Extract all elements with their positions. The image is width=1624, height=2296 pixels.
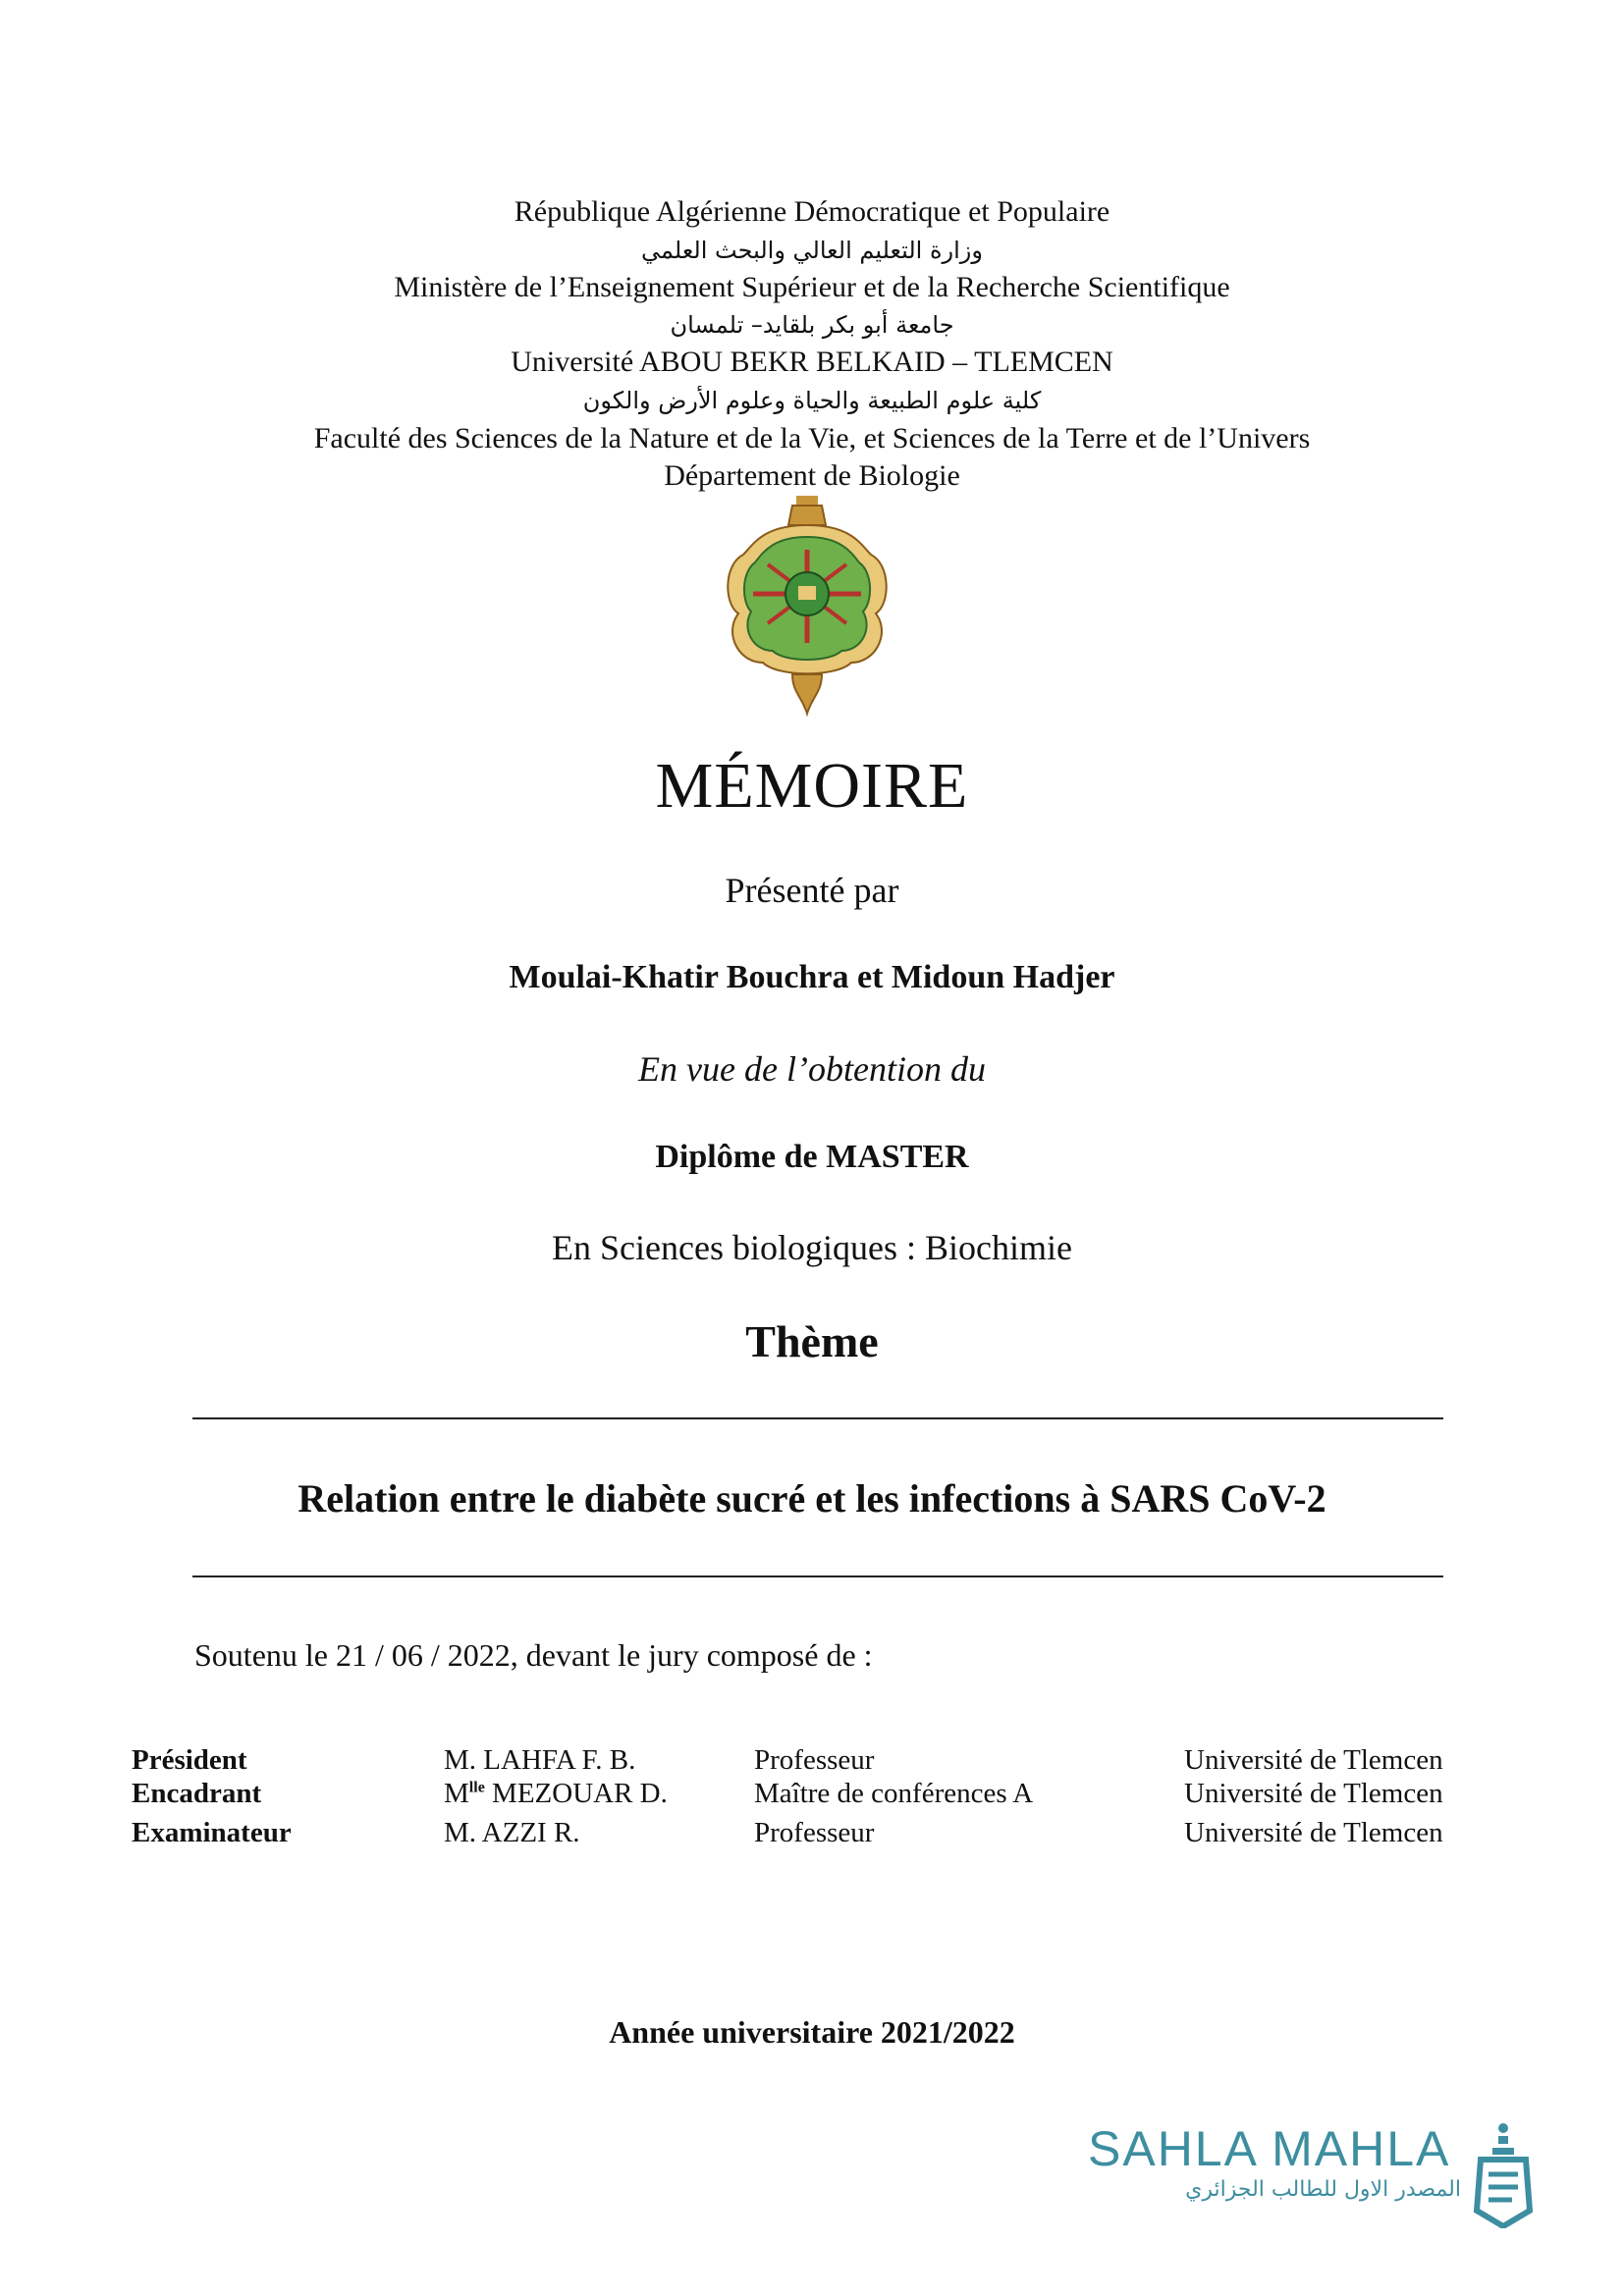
header-ministry-arabic: وزارة التعليم العالي والبحث العلمي: [641, 237, 983, 264]
jury-university: Université de Tlemcen: [1184, 1778, 1443, 1809]
presented-by: Présenté par: [725, 871, 899, 910]
header-department: Département de Biologie: [664, 459, 960, 492]
header-republic: République Algérienne Démocratique et Populaire: [514, 195, 1110, 228]
jury-row: [132, 1744, 1506, 1778]
jury-name-prefix: M: [444, 1778, 469, 1809]
header-faculty: Faculté des Sciences de la Nature et de la Vie, et Sciences de la Terre et de l’Univers: [313, 422, 1311, 454]
jury-name-rest: MEZOUAR D.: [492, 1778, 668, 1809]
theme-label: Thème: [745, 1316, 879, 1366]
diploma: Diplôme de MASTER: [655, 1139, 969, 1175]
jury-name: M. LAHFA F. B.: [444, 1744, 636, 1776]
jury-name: M. AZZI R.: [444, 1817, 580, 1848]
jury-row: [132, 1817, 1506, 1850]
header-university: Université ABOU BEKR BELKAID – TLEMCEN: [511, 346, 1113, 378]
header-ministry: Ministère de l’Enseignement Supérieur et de la Recherche Scientifique: [394, 271, 1230, 303]
jury-role: Encadrant: [132, 1778, 262, 1809]
watermark-tagline: المصدر الاول للطالب الجزائري: [1185, 2177, 1461, 2202]
university-crest-icon: [724, 496, 891, 717]
thesis-title: Relation entre le diabète sucré et les infections à SARS CoV-2: [298, 1476, 1326, 1521]
field: En Sciences biologiques : Biochimie: [552, 1228, 1072, 1267]
jury-role: Examinateur: [132, 1817, 292, 1848]
jury-university: Université de Tlemcen: [1184, 1744, 1443, 1776]
defense-statement: Soutenu le 21 / 06 / 2022, devant le jury composé de :: [194, 1637, 873, 1673]
jury-university: Université de Tlemcen: [1184, 1817, 1443, 1848]
header-faculty-arabic: كلية علوم الطبيعة والحياة وعلوم الأرض والكون: [582, 387, 1042, 414]
sahla-mahla-watermark: [1088, 2120, 1559, 2228]
in-view-of: En vue de l’obtention du: [638, 1049, 986, 1089]
watermark-brand: SAHLA MAHLA: [1088, 2121, 1451, 2176]
authors: Moulai-Khatir Bouchra et Midoun Hadjer: [509, 959, 1115, 995]
jury-grade: Professeur: [754, 1744, 875, 1776]
jury-grade: Maître de conférences A: [754, 1778, 1034, 1809]
jury-name: [444, 1778, 668, 1810]
header-university-arabic: جامعة أبو بكر بلقايد– تلمسان: [670, 311, 954, 339]
jury-name-sup: lle: [468, 1779, 485, 1796]
document-type: MÉMOIRE: [655, 750, 969, 822]
title-bottom-rule: [192, 1575, 1443, 1577]
jury-role: Président: [132, 1744, 247, 1776]
jury-table: [132, 1744, 1506, 1850]
sahla-mahla-logo-icon: [1473, 2120, 1534, 2228]
jury-grade: Professeur: [754, 1817, 875, 1848]
title-top-rule: [192, 1417, 1443, 1419]
academic-year: Année universitaire 2021/2022: [609, 2014, 1015, 2050]
jury-row: [132, 1778, 1506, 1811]
